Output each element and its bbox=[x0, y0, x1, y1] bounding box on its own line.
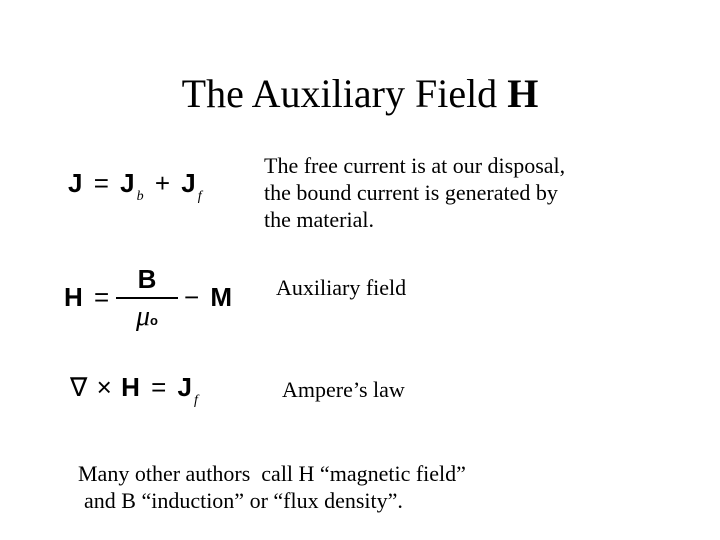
terminology-note bbox=[78, 460, 466, 514]
free-current-line-3: the material. bbox=[264, 207, 374, 232]
eq2-lhs-group bbox=[64, 282, 113, 313]
eq1-lhs: J bbox=[68, 168, 83, 198]
free-current-text bbox=[264, 152, 624, 233]
equation-current-sum bbox=[68, 168, 202, 205]
title-symbol: H bbox=[507, 71, 539, 116]
eq1-term2: J bbox=[181, 168, 196, 198]
eq1-term1-sub: b bbox=[136, 189, 144, 204]
free-current-line-1: The free current is at our disposal, bbox=[264, 153, 566, 178]
equation-ampere bbox=[70, 372, 198, 409]
title-text: The Auxiliary Field bbox=[181, 71, 508, 116]
eq2-lhs: H bbox=[64, 282, 83, 312]
eq1-equals: = bbox=[93, 168, 109, 198]
slide-title bbox=[0, 70, 720, 118]
eq2-fraction bbox=[116, 264, 178, 333]
eq2-equals: = bbox=[94, 282, 110, 312]
eq3-rhs-sub: f bbox=[193, 393, 198, 408]
ampere-law-label: Ampere’s law bbox=[282, 377, 405, 402]
eq2-rhs: M bbox=[210, 282, 233, 312]
mu-subscript: o bbox=[150, 313, 158, 328]
eq2-rhs-group bbox=[180, 282, 232, 313]
free-current-line-2: the bound current is generated by bbox=[264, 180, 558, 205]
cross-symbol: × bbox=[96, 372, 112, 402]
note-line-2: and B “induction” or “flux density”. bbox=[84, 488, 403, 513]
eq1-term2-sub: f bbox=[197, 189, 202, 204]
eq3-equals: = bbox=[151, 372, 167, 402]
auxiliary-field-label: Auxiliary field bbox=[276, 275, 407, 300]
fraction-bar bbox=[116, 297, 178, 299]
eq3-lhs: H bbox=[121, 372, 140, 402]
eq1-term1: J bbox=[120, 168, 135, 198]
note-line-1: Many other authors call H “magnetic field” bbox=[78, 461, 466, 486]
eq2-numerator: B bbox=[137, 264, 157, 294]
eq3-rhs: J bbox=[177, 372, 192, 402]
eq1-plus: + bbox=[154, 168, 171, 198]
mu-symbol: μ bbox=[135, 301, 151, 332]
eq2-minus: − bbox=[184, 282, 200, 312]
nabla-symbol: ∇ bbox=[70, 372, 88, 402]
eq2-denominator bbox=[116, 301, 178, 333]
